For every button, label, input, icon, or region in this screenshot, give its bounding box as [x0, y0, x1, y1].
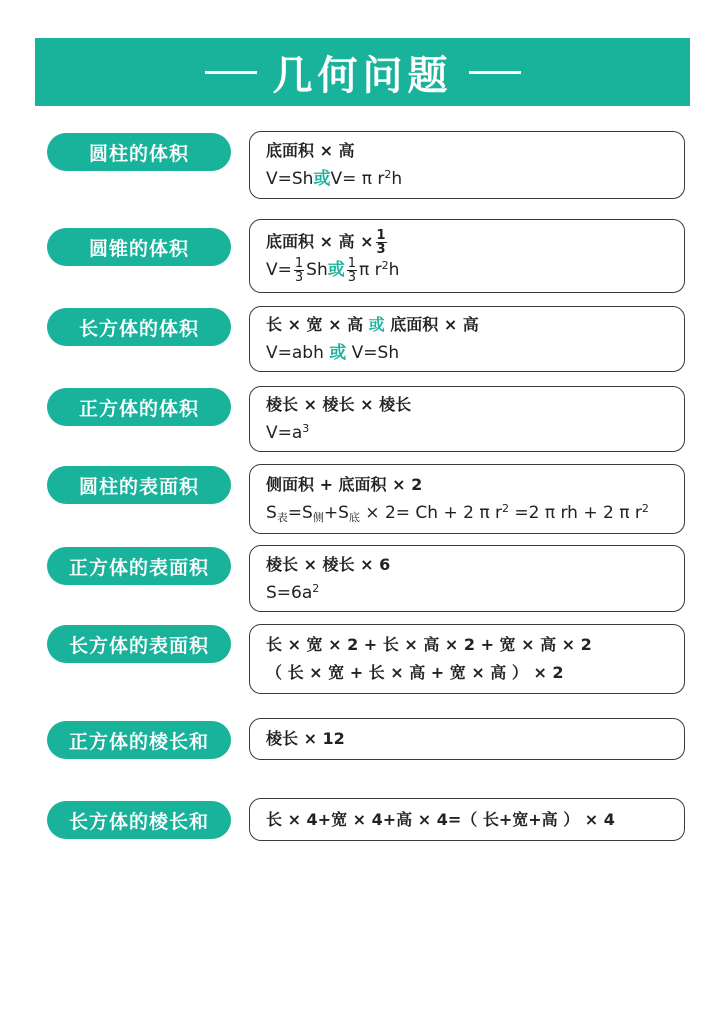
cube-surface-words: 棱长 × 棱长 × 6: [266, 554, 391, 574]
card-cuboid-surface: [249, 624, 685, 694]
label-cylinder-volume: 圆柱的体积: [47, 133, 231, 171]
cube-volume-formula: $V=a^3$: [266, 422, 310, 443]
card-cuboid-edges: [249, 798, 685, 841]
label-cylinder-surface: 圆柱的表面积: [47, 466, 231, 504]
fraction-one-third: $\frac{1}{3}$: [294, 255, 304, 285]
cuboid-volume-words: 长 × 宽 × 高 或 底面积 × 高: [266, 315, 479, 334]
label-cone-volume: 圆锥的体积: [47, 228, 231, 266]
cylinder-surface-formula: $S_表=S_侧+S_底 \times 2= Ch + 2$ π $r^2 =2$ π rh + 2 π $r^2$: [266, 502, 649, 524]
fraction-one-third: $\frac{1}{3}$: [347, 255, 357, 285]
header-dash-right: [469, 71, 521, 74]
page-title: 几何问题: [272, 52, 453, 99]
cuboid-volume-formula: V=abh 或 V=Sh: [266, 343, 400, 363]
label-cube-volume: 正方体的体积: [47, 388, 231, 426]
cylinder-surface-words: 侧面积 + 底面积 × 2: [266, 475, 423, 494]
label-cuboid-volume: 长方体的体积: [47, 308, 231, 346]
label-cube-surface: 正方体的表面积: [47, 547, 231, 585]
cone-volume-formula: V= $\frac{1}{3}$ Sh或 $\frac{1}{3}$ π $r^2h$: [266, 255, 400, 285]
cone-volume-words: 底面积 × 高 × $\frac{1}{3}$: [266, 228, 386, 257]
card-cuboid-volume: [249, 306, 685, 372]
card-cube-surface: [249, 545, 685, 612]
fraction-one-third: $\frac{1}{3}$: [376, 228, 386, 257]
cuboid-surface-simplified: （ 长 × 宽 + 长 × 高 + 宽 × 高 ） × 2: [266, 663, 564, 682]
card-cone-volume: [249, 219, 685, 293]
card-cylinder-surface: [249, 464, 685, 534]
label-cube-edges: 正方体的棱长和: [47, 721, 231, 759]
cuboid-edges-formula: 长 × 4+宽 × 4+高 × 4=（ 长+宽+高 ） × 4: [266, 809, 615, 829]
card-cylinder-volume: [249, 131, 685, 199]
cube-edges-formula: 棱长 × 12: [266, 729, 345, 748]
card-cube-edges: [249, 718, 685, 760]
label-cuboid-surface: 长方体的表面积: [47, 625, 231, 663]
label-cuboid-edges: 长方体的棱长和: [47, 801, 231, 839]
cuboid-surface-words: 长 × 宽 × 2 + 长 × 高 × 2 + 宽 × 高 × 2: [266, 635, 592, 654]
card-cube-volume: [249, 386, 685, 452]
cylinder-volume-formula: V=Sh或V= π $r^2h$: [266, 168, 403, 189]
page-header: [35, 38, 690, 106]
cylinder-volume-words: 底面积 × 高: [266, 141, 355, 160]
header-dash-left: [205, 71, 257, 74]
cube-volume-words: 棱长 × 棱长 × 棱长: [266, 395, 412, 414]
cube-surface-formula: $S=6a^2$: [266, 581, 320, 603]
